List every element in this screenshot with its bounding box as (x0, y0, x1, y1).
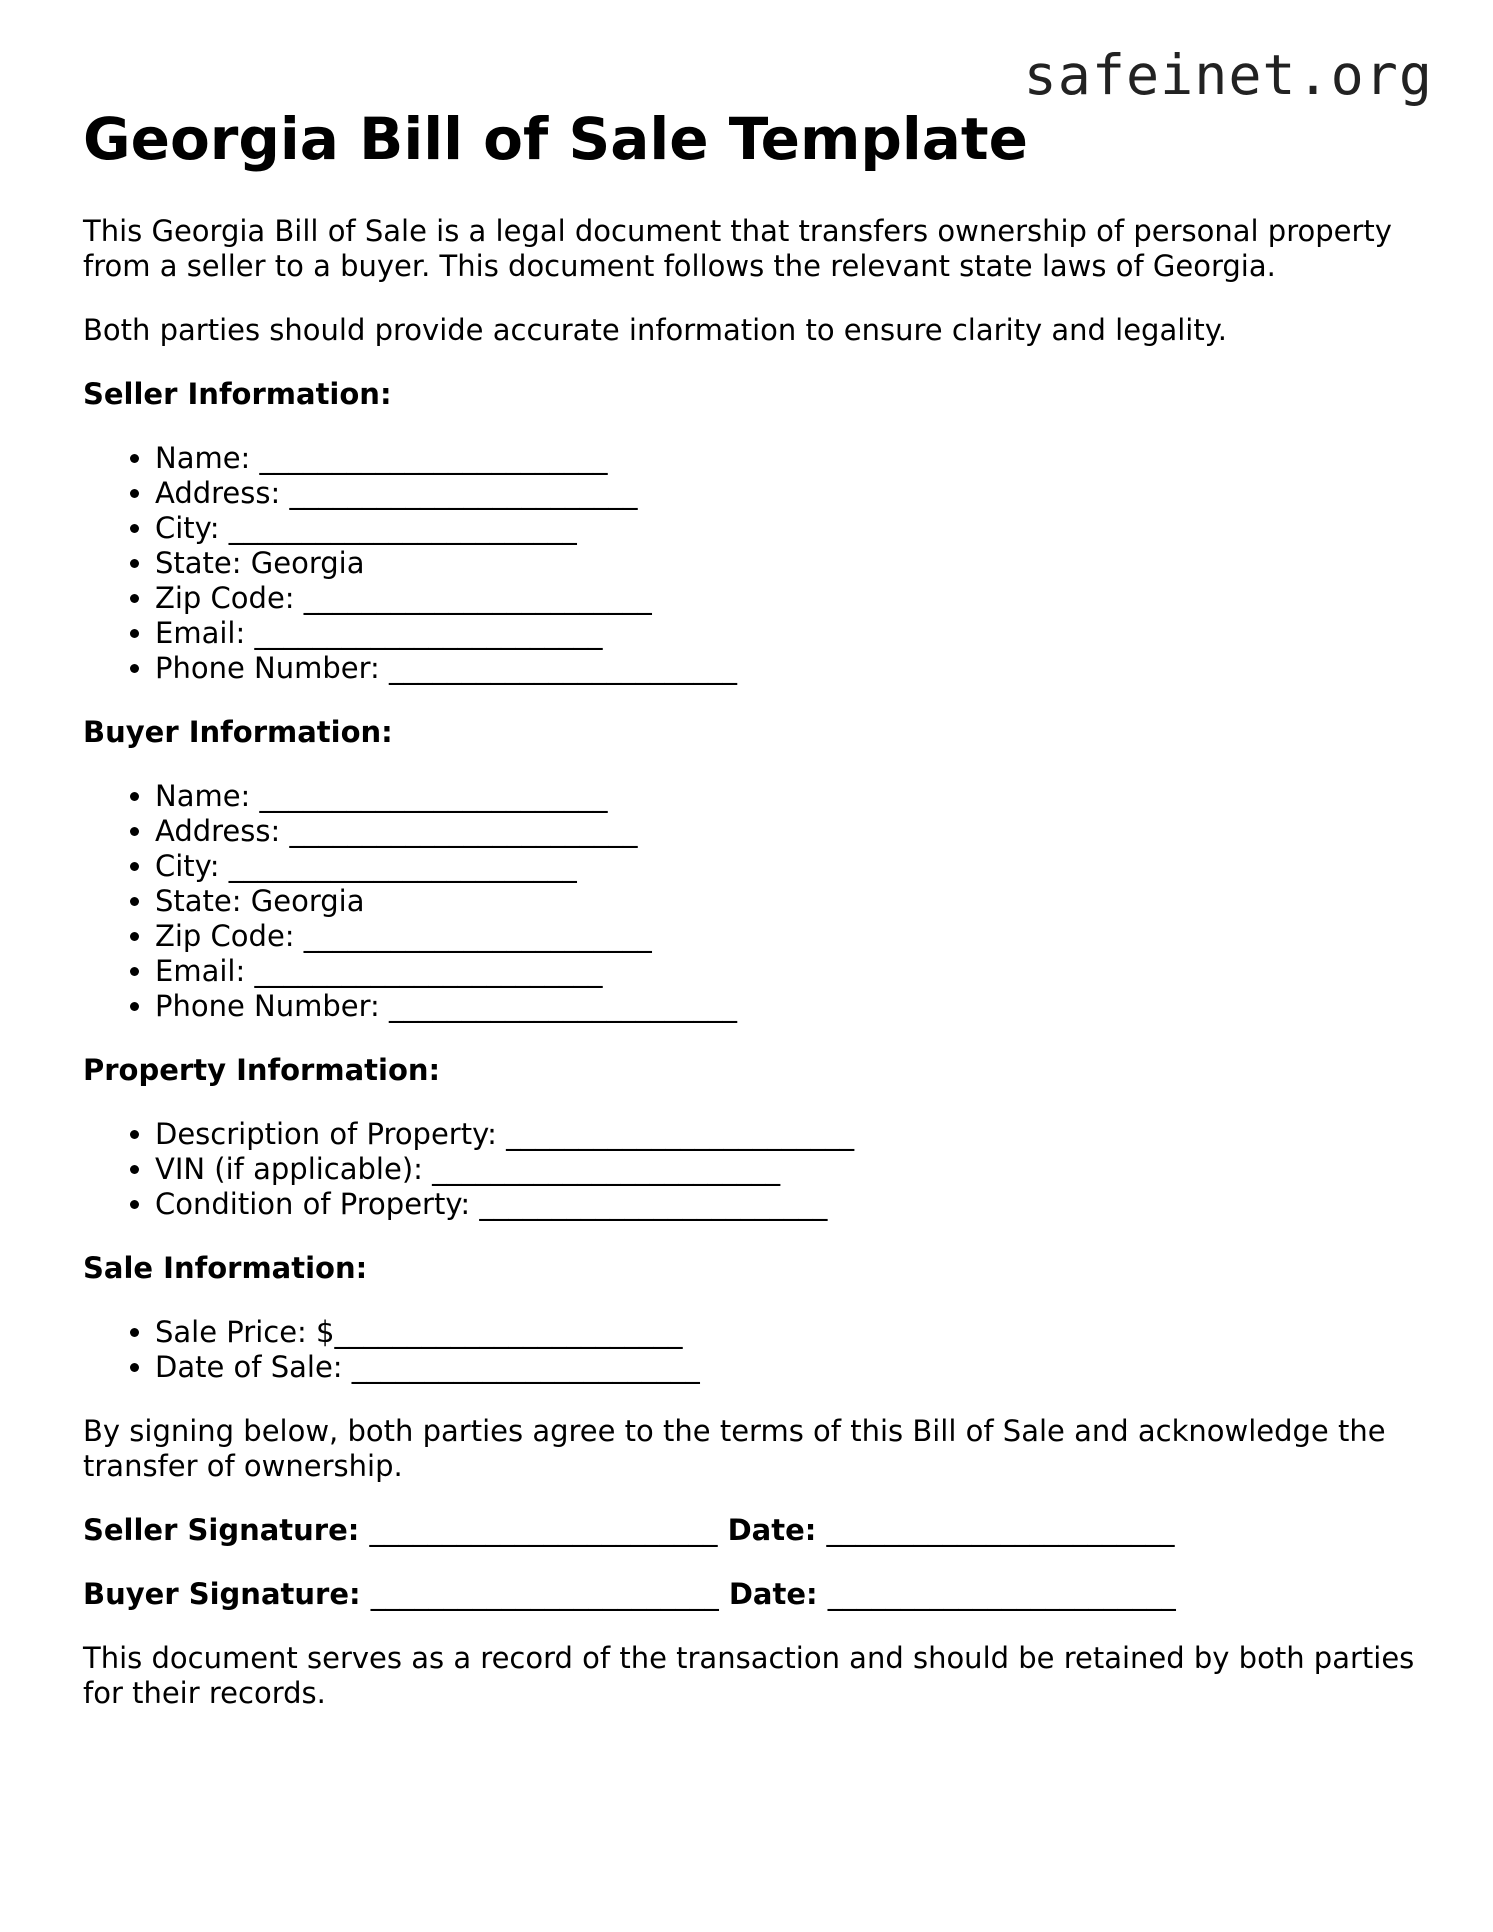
sale-field-list (83, 1315, 1423, 1385)
seller-field-list (83, 441, 1423, 686)
field-blank: ________________________ (289, 814, 638, 848)
buyer-date-label: Date: (728, 1577, 818, 1611)
seller-date-label: Date: (727, 1513, 817, 1547)
property-vin-item (155, 1152, 1423, 1187)
buyer-field-list (83, 779, 1423, 1024)
property-field-list (83, 1117, 1423, 1222)
document-body (83, 104, 1423, 1740)
field-label: Description of Property: (155, 1117, 497, 1151)
seller-email-item (155, 616, 1423, 651)
field-label: Email: (155, 954, 246, 988)
field-blank: ________________________ (351, 1350, 700, 1384)
buyer-signature-label: Buyer Signature: (83, 1577, 361, 1611)
field-label: Date of Sale: (155, 1350, 343, 1384)
seller-section-heading: Seller Information: (83, 377, 392, 411)
field-label: Address: (155, 476, 281, 510)
field-label: State: (155, 884, 242, 918)
buyer-zip-item (155, 919, 1423, 954)
field-label: City: (155, 849, 220, 883)
field-blank: ________________________ (259, 441, 608, 475)
buyer-address-item (155, 814, 1423, 849)
field-blank: ________________________ (506, 1117, 855, 1151)
seller-signature-line (83, 1513, 1423, 1548)
property-condition-item (155, 1187, 1423, 1222)
field-label: Zip Code: (155, 581, 295, 615)
field-blank: ________________________ (254, 954, 603, 988)
field-blank: ________________________ (389, 989, 738, 1023)
seller-date-blank: ________________________ (826, 1513, 1175, 1547)
page-title: Georgia Bill of Sale Template (83, 105, 1028, 173)
field-value: Georgia (250, 884, 365, 918)
field-value: Georgia (250, 546, 365, 580)
buyer-name-item (155, 779, 1423, 814)
field-label: Email: (155, 616, 246, 650)
buyer-signature-blank: ________________________ (370, 1577, 719, 1611)
field-label: City: (155, 511, 220, 545)
seller-zip-item (155, 581, 1423, 616)
field-label: Phone Number: (155, 989, 380, 1023)
sale-date-item (155, 1350, 1423, 1385)
agreement-paragraph: By signing below, both parties agree to the terms of this Bill of Sale and acknowledge the transfer of ownership. (83, 1414, 1386, 1483)
buyer-date-blank: ________________________ (827, 1577, 1176, 1611)
field-label: Address: (155, 814, 281, 848)
buyer-signature-line (83, 1577, 1423, 1612)
field-blank: ________________________ (334, 1315, 683, 1349)
buyer-state-item (155, 884, 1423, 919)
closing-paragraph: This document serves as a record of the transaction and should be retained by both parties for their records. (83, 1641, 1415, 1710)
buyer-phone-item (155, 989, 1423, 1024)
field-blank: ________________________ (303, 919, 652, 953)
field-blank: ________________________ (303, 581, 652, 615)
field-label: Sale Price: $ (155, 1315, 335, 1349)
intro-paragraph: This Georgia Bill of Sale is a legal document that transfers ownership of personal property from a seller to a buyer. This document follows the relevant state laws of Georgia. (83, 214, 1392, 283)
field-blank: ________________________ (254, 616, 603, 650)
sale-price-item (155, 1315, 1423, 1350)
field-blank: ________________________ (228, 849, 577, 883)
field-blank: ________________________ (432, 1152, 781, 1186)
field-blank: ________________________ (389, 651, 738, 685)
buyer-email-item (155, 954, 1423, 989)
field-label: Zip Code: (155, 919, 295, 953)
seller-signature-label: Seller Signature: (83, 1513, 360, 1547)
seller-address-item (155, 476, 1423, 511)
field-label: Phone Number: (155, 651, 380, 685)
property-description-item (155, 1117, 1423, 1152)
field-label: Name: (155, 441, 251, 475)
watermark: safeinet.org (1023, 43, 1433, 107)
field-label: State: (155, 546, 242, 580)
seller-city-item (155, 511, 1423, 546)
buyer-section-heading: Buyer Information: (83, 715, 393, 749)
sale-section-heading: Sale Information: (83, 1251, 368, 1285)
seller-name-item (155, 441, 1423, 476)
field-blank: ________________________ (228, 511, 577, 545)
instruction-paragraph: Both parties should provide accurate information to ensure clarity and legality. (83, 313, 1227, 347)
field-label: Name: (155, 779, 251, 813)
field-label: Condition of Property: (155, 1187, 471, 1221)
field-blank: ________________________ (289, 476, 638, 510)
buyer-city-item (155, 849, 1423, 884)
field-blank: ________________________ (479, 1187, 828, 1221)
seller-signature-blank: ________________________ (369, 1513, 718, 1547)
field-label: VIN (if applicable): (155, 1152, 423, 1186)
field-blank: ________________________ (259, 779, 608, 813)
seller-state-item (155, 546, 1423, 581)
seller-phone-item (155, 651, 1423, 686)
property-section-heading: Property Information: (83, 1053, 441, 1087)
